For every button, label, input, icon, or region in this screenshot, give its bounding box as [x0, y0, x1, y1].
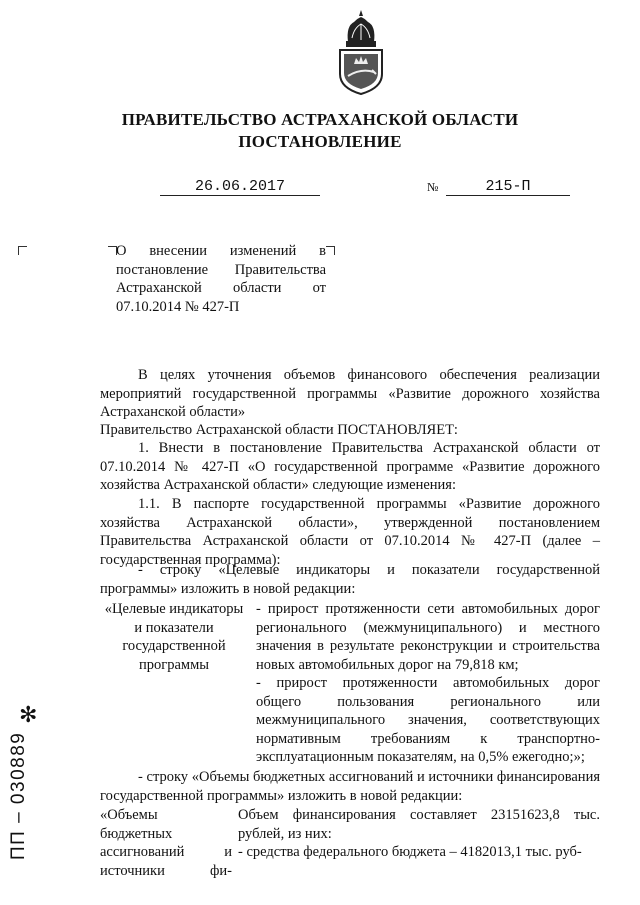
indicators-line: - строку «Целевые индикаторы и показатели государственной программы» изложить в новой редакции: — [100, 562, 600, 597]
budget-line: - строку «Объемы бюджетных ассигнований и источники финансирования государственной программы» изложить в новой редакции: — [100, 769, 600, 804]
corner-mark — [326, 246, 335, 255]
table1-value — [256, 600, 600, 767]
number-sign: № — [427, 180, 439, 194]
table2-value-2: - средства федерального бюджета – 4182013,1 тыс. руб- — [238, 844, 582, 860]
resolution-line: Правительство Астраханской области ПОСТАНОВЛЯЕТ: — [100, 422, 458, 438]
coat-of-arms-icon — [328, 8, 394, 96]
corner-mark — [18, 246, 27, 255]
margin-star: ✻ — [19, 702, 38, 727]
table2-value — [238, 806, 600, 862]
table1-label: «Целевые индикаторы и показатели государственной программы — [104, 601, 244, 673]
table1-value-1: - прирост протяженности сети автомобильных дорог регионального (межмуниципального) и местного значения в результате реконструкции и строительства новых автомобильных дорог на 79,818 км; — [256, 601, 600, 673]
margin-stamp: ПП – 030889 — [8, 731, 29, 860]
item-1-paragraph: 1. Внести в постановление Правительства Астраханской области от 07.10.2014 № 427-П «О государственной программе «Развитие дорожного хозяйства Астраханской области» следующие изменения: — [100, 440, 600, 493]
preamble-paragraph: В целях уточнения объемов финансового обеспечения реализации мероприятий государственной программы «Развитие дорожного хозяйства Астраханской области» — [100, 367, 600, 420]
document-subject: О внесении изменений в постановление Правительства Астраханской области от 07.10.2014 № 427-П — [116, 243, 326, 315]
document-number: 215-П — [446, 178, 570, 196]
document-date: 26.06.2017 — [160, 178, 320, 196]
document-type: ПОСТАНОВЛЕНИЕ — [238, 132, 402, 151]
table2-value-1: Объем финансирования составляет 23151623,8 тыс. рублей, из них: — [238, 807, 600, 842]
table2-label: «Объемы бюджетных ассигнований и источники фи- — [100, 807, 232, 879]
item-1-1-paragraph: 1.1. В паспорте государственной программы «Развитие дорожного хозяйства Астраханской области», утвержденной постановлением Правительства Астраханской области от 07.10.2014 № 427-П (далее – государственная программа): — [100, 496, 600, 568]
table1-value-2: - прирост протяженности автомобильных дорог общего пользования регионального или межмуниципального значения, соответствующих нормативным требованиям к транспортно-эксплуатационным показателям, на 0,5% ежегодно;»; — [256, 675, 600, 765]
government-title: ПРАВИТЕЛЬСТВО АСТРАХАНСКОЙ ОБЛАСТИ — [121, 110, 519, 129]
